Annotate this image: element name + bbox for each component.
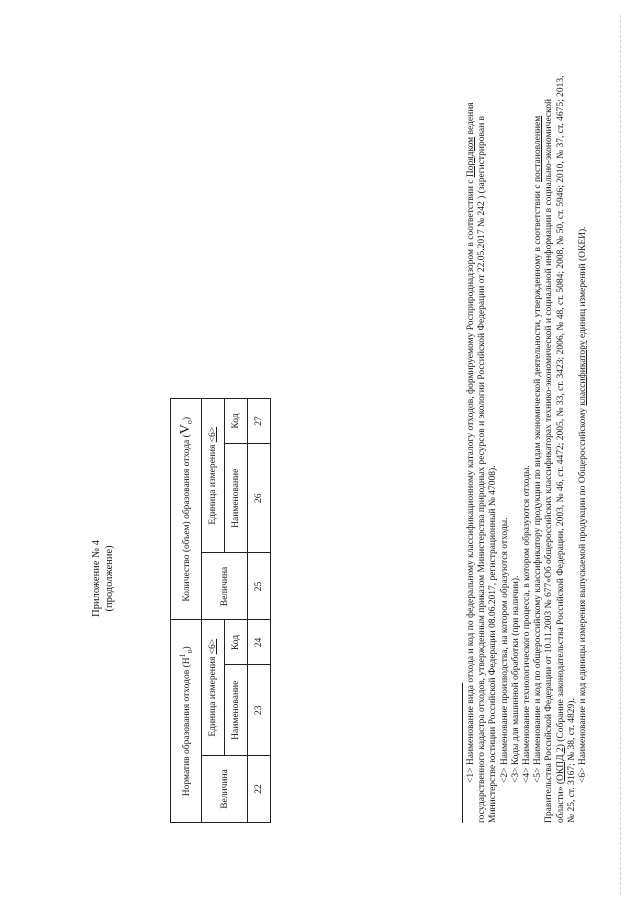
header-unit: Единица измерения <6> (202, 399, 225, 553)
table-header-row (171, 399, 202, 823)
link-postanovlenie[interactable]: постановлением (533, 115, 544, 183)
column-number: 26 (248, 444, 271, 553)
column-number: 23 (248, 665, 271, 756)
waste-norm-table (170, 398, 271, 823)
header-unit-name: Наименование (225, 665, 248, 756)
header-unit: Единица измерения <6> (202, 620, 225, 756)
footnote-5: <5> Наименование и код по общероссийскому классификатору продукции по видам экономической деятельности, утвержденному в соответствии с постановлением Правительства Российской Федерации от 10.11.2003 № 677«Об общероссийских классификаторах технико-экономической и социальной информации в социально-экономической области» (ОКПД 2) (Собрание законодательства Российской Федерации, 2003, № 46, ст. 4472; 2005, № 33, ст. 3423; 2006, № 48, ст. 5084; 2008, № 50, ст. 5946; 2010, № 37, ст. 4675; 2013, № 25, ст. 3167; № 38, ст. 4829). (533, 75, 577, 823)
appendix-continuation: (продолжение) (104, 545, 115, 612)
column-number: 24 (248, 620, 271, 665)
column-number: 27 (248, 399, 271, 444)
footnote-divider (462, 683, 463, 823)
link-klassifikator[interactable]: классификатору (578, 340, 589, 406)
footnote-2: <2> Наименование производства, на котором образуются отходы. (499, 517, 510, 783)
header-unit-code: Код (225, 620, 248, 665)
table-header-row (202, 399, 225, 823)
header-unit-code: Код (225, 399, 248, 444)
link-okpd2[interactable]: ОКПД 2 (555, 747, 566, 781)
table-row (248, 399, 271, 823)
link-poryadok[interactable]: Порядком (466, 136, 476, 178)
footnote-6: <6> Наименование и код единицы измерения выпускаемой продукции по Общероссийскому классификатору единиц измерений (ОКЕИ). (578, 226, 589, 783)
footnote-1: <1> Наименование вида отхода и код по федеральному классификационному каталогу отходов, формируемому Росприроднадзором в соответствии с Порядком ведения государственного кадастра отходов, утвержденным приказом Министерства природных ресурсов и экологии Российской Федерации от 22.05.2017 № 242 ) (зарегистрирован в Министерстве юстиции Российской Федерации 08.06.2017, регистрационный № 47008). (466, 102, 499, 823)
header-value: Величина (202, 553, 248, 620)
footnote-4: <4> Наименование технологического процесса, в котором образуются отходы. (522, 465, 533, 783)
column-number: 22 (248, 756, 271, 823)
header-value: Величина (202, 756, 248, 823)
footnotes (462, 68, 589, 823)
header-quantity-group: Количество (объем) образования отхода $(V_о)$ (171, 399, 202, 620)
footnote-3: <3> Коды для машинной обработки (при наличии). (510, 575, 521, 783)
scan-edge-artifact (620, 15, 621, 895)
appendix-header (90, 540, 116, 617)
column-number: 25 (248, 553, 271, 620)
appendix-title: Приложение № 4 (91, 540, 102, 617)
header-unit-name: Наименование (225, 444, 248, 553)
header-norm-group: Норматив образования отходов $(Н^1_о)$ (171, 620, 202, 823)
